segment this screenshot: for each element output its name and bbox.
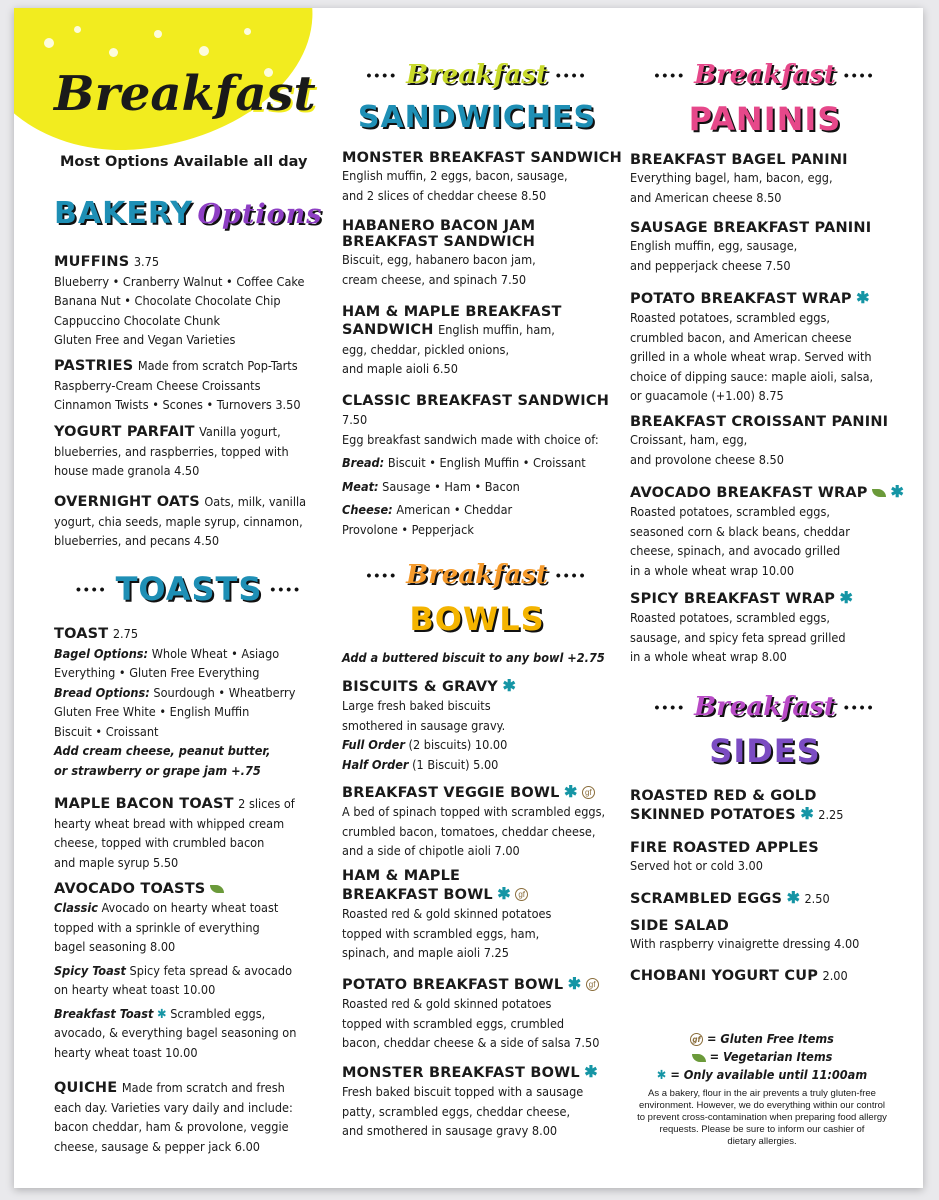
leaf-icon xyxy=(692,1054,706,1062)
bagel-options-label: Bagel Options: xyxy=(54,645,149,661)
bagel-options: Whole Wheat • Asiago xyxy=(151,645,280,661)
dots-decoration: •••• xyxy=(843,67,876,83)
habanero-sandwich-name: HABANERO BACON JAM xyxy=(342,218,536,234)
legend-morning-only: = Only available until 11:00am xyxy=(670,1067,868,1082)
muffins-desc: Cappuccino Chocolate Chunk xyxy=(54,312,221,328)
toast-price: 2.75 xyxy=(112,626,139,641)
allergy-note: dietary allergies. xyxy=(727,1136,797,1147)
dot-decoration xyxy=(154,30,162,38)
legend-vegetarian: = Vegetarian Items xyxy=(709,1049,833,1064)
asterisk-icon: ✱ xyxy=(563,784,578,801)
croissant-panini-desc: and provolone cheese 8.50 xyxy=(630,451,784,467)
pastries-name: PASTRIES xyxy=(54,358,134,374)
potato-wrap-desc: grilled in a whole wheat wrap. Served with xyxy=(630,349,872,364)
eggs-side-name: SCRAMBLED EGGS xyxy=(630,891,783,907)
sandwiches-script-row xyxy=(342,60,612,90)
sides-heading xyxy=(630,732,900,770)
ham-maple-bowl-name: BREAKFAST BOWL xyxy=(342,887,493,903)
maple-toast-desc: and maple syrup 5.50 xyxy=(54,854,179,870)
dot-decoration xyxy=(74,26,81,33)
sausage-panini-item xyxy=(630,220,910,275)
asterisk-icon: ✱ xyxy=(800,806,814,823)
avocado-wrap-desc: in a whole wheat wrap 10.00 xyxy=(630,562,795,578)
maple-toast-name: MAPLE BACON TOAST xyxy=(54,796,234,812)
yogurt-name: YOGURT PARFAIT xyxy=(54,424,195,440)
bakery-heading-script: Options xyxy=(197,199,323,230)
paninis-title: PANINIS xyxy=(688,100,842,138)
quiche-desc: cheese, sausage & pepper jack 6.00 xyxy=(54,1138,260,1154)
bowls-heading xyxy=(342,600,612,638)
meat-values: Sausage • Ham • Bacon xyxy=(382,478,520,494)
pastries-desc: Raspberry-Cream Cheese Croissants xyxy=(54,377,261,393)
avocado-wrap-desc: Roasted potatoes, scrambled eggs, xyxy=(630,504,830,519)
bowls-title: BOWLS xyxy=(409,600,545,638)
potatoes-side-name: SKINNED POTATOES xyxy=(630,807,796,823)
ham-maple-bowl-desc: spinach, and maple aioli 7.25 xyxy=(342,945,509,960)
spicy-wrap-desc: in a whole wheat wrap 8.00 xyxy=(630,649,787,664)
quiche-name: QUICHE xyxy=(54,1080,118,1096)
classic-desc: Avocado on hearty wheat toast xyxy=(101,900,279,915)
apples-side-name: FIRE ROASTED APPLES xyxy=(630,840,819,856)
bread-options: Gluten Free White • English Muffin xyxy=(54,704,250,719)
dots-decoration: •••• xyxy=(654,67,687,83)
potato-wrap-desc: Roasted potatoes, scrambled eggs, xyxy=(630,310,830,325)
classic-desc: topped with a sprinkle of everything xyxy=(54,919,260,935)
potato-wrap-desc: or guacamole (+1.00) 8.75 xyxy=(630,388,784,403)
menu-page xyxy=(14,8,923,1188)
breakfast-toast-label: Breakfast Toast xyxy=(54,1005,154,1021)
monster-sandwich-item xyxy=(342,150,622,205)
cheese-label: Cheese: xyxy=(342,502,393,517)
oats-desc: yogurt, chia seeds, maple syrup, cinnamon, xyxy=(54,513,303,529)
toast-name: TOAST xyxy=(54,626,109,642)
sides-title: SIDES xyxy=(709,732,821,770)
classic-sandwich-name: CLASSIC BREAKFAST SANDWICH xyxy=(342,393,610,409)
full-order-label: Full Order xyxy=(342,737,405,752)
monster-sandwich-desc: English muffin, 2 eggs, bacon, sausage, xyxy=(342,168,568,183)
croissant-panini-desc: Croissant, ham, egg, xyxy=(630,432,748,447)
avocado-wrap-item xyxy=(630,482,910,580)
pastries-item xyxy=(54,356,334,415)
dot-decoration xyxy=(44,38,54,48)
muffins-desc: Blueberry • Cranberry Walnut • Coffee Cake xyxy=(54,273,305,289)
oats-desc: blueberries, and pecans 4.50 xyxy=(54,533,220,548)
bread-options-label: Bread Options: xyxy=(54,684,150,700)
asterisk-icon: ✱ xyxy=(839,590,853,607)
asterisk-icon: ✱ xyxy=(157,1005,167,1021)
sandwiches-title: SANDWICHES xyxy=(357,100,597,135)
bowl-addon: Add a buttered biscuit to any bowl +2.75 xyxy=(342,650,605,665)
oats-name: OVERNIGHT OATS xyxy=(54,494,200,510)
monster-bowl-desc: and smothered in sausage gravy 8.00 xyxy=(342,1123,558,1138)
dots-decoration: •••• xyxy=(555,567,588,583)
monster-bowl-desc: Fresh baked biscuit topped with a sausage xyxy=(342,1084,584,1099)
dots-decoration: •••• xyxy=(75,581,108,597)
asterisk-icon: ✱ xyxy=(497,886,511,903)
paninis-script-row xyxy=(630,60,900,90)
ham-maple-bowl-desc: Roasted red & gold skinned potatoes xyxy=(342,906,552,921)
oats-desc: Oats, milk, vanilla xyxy=(204,494,307,509)
ham-maple-sandwich-item xyxy=(342,304,622,379)
dot-decoration xyxy=(199,46,209,56)
gluten-free-icon: gf xyxy=(690,1033,703,1046)
avocado-wrap-desc: cheese, spinach, and avocado grilled xyxy=(630,543,841,558)
classic-sandwich-desc: Egg breakfast sandwich made with choice of: xyxy=(342,431,599,447)
asterisk-icon: ✱ xyxy=(786,890,800,907)
potato-wrap-desc: crumbled bacon, and American cheese xyxy=(630,329,852,345)
bagel-panini-item xyxy=(630,152,910,207)
monster-sandwich-name: MONSTER BREAKFAST SANDWICH xyxy=(342,150,622,166)
potato-wrap-item xyxy=(630,288,910,406)
biscuits-gravy-desc: Large fresh baked biscuits xyxy=(342,698,491,713)
monster-bowl-name: MONSTER BREAKFAST BOWL xyxy=(342,1065,580,1081)
veggie-bowl-desc: crumbled bacon, tomatoes, cheddar cheese, xyxy=(342,823,596,839)
breakfast-toast-desc: avocado, & everything bagel seasoning on xyxy=(54,1025,297,1040)
asterisk-icon: ✱ xyxy=(856,290,870,307)
breakfast-toast-desc: Scrambled eggs, xyxy=(170,1005,266,1021)
spicy-label: Spicy Toast xyxy=(54,962,126,978)
bread-values: Biscuit • English Muffin • Croissant xyxy=(387,455,586,470)
muffins-desc: Banana Nut • Chocolate Chocolate Chip xyxy=(54,293,281,308)
paninis-heading xyxy=(630,100,900,138)
dot-decoration xyxy=(244,28,251,35)
potato-bowl-name: POTATO BREAKFAST BOWL xyxy=(342,977,564,993)
dots-decoration: •••• xyxy=(654,699,687,715)
potato-bowl-item xyxy=(342,974,622,1053)
avocado-wrap-name: AVOCADO BREAKFAST WRAP xyxy=(630,485,868,501)
legend xyxy=(630,1030,894,1148)
overnight-oats-item xyxy=(54,492,334,551)
bakery-heading xyxy=(54,196,334,231)
ham-maple-sandwich-desc: and maple aioli 6.50 xyxy=(342,361,458,376)
bakery-heading-block: BAKERY xyxy=(54,196,194,231)
yogurt-side-name: CHOBANI YOGURT CUP xyxy=(630,968,819,984)
habanero-sandwich-desc: Biscuit, egg, habanero bacon jam, xyxy=(342,252,536,267)
avocado-toasts-item xyxy=(54,880,334,1062)
allergy-note: requests. Please be sure to inform our cashier of xyxy=(659,1124,865,1135)
yogurt-parfait-item xyxy=(54,422,334,481)
maple-toast-desc: cheese, topped with crumbled bacon xyxy=(54,835,265,850)
sandwiches-heading xyxy=(342,100,612,135)
apples-side-item xyxy=(630,840,910,876)
potatoes-side-item xyxy=(630,788,910,825)
bowls-script-row xyxy=(342,560,612,590)
allergy-note: to prevent cross-contamination when preparing food allergy xyxy=(637,1112,887,1123)
potatoes-side-name: ROASTED RED & GOLD xyxy=(630,788,817,804)
classic-label: Classic xyxy=(54,900,98,915)
veggie-bowl-item xyxy=(342,782,622,861)
bread-label: Bread: xyxy=(342,455,385,470)
muffins-name: MUFFINS xyxy=(54,254,130,270)
ham-maple-bowl-desc: topped with scrambled eggs, ham, xyxy=(342,925,540,941)
toast-addon: Add cream cheese, peanut butter, xyxy=(54,743,271,758)
eggs-side-item xyxy=(630,888,910,909)
gluten-free-icon: gf xyxy=(582,786,595,799)
bagel-panini-desc: Everything bagel, ham, bacon, egg, xyxy=(630,170,833,185)
toasts-title: TOASTS xyxy=(115,570,263,608)
bread-options: Biscuit • Croissant xyxy=(54,723,159,739)
croissant-panini-name: BREAKFAST CROISSANT PANINI xyxy=(630,414,889,430)
sides-script: Breakfast xyxy=(694,692,836,722)
potato-bowl-desc: bacon, cheddar cheese & a side of salsa 7.50 xyxy=(342,1035,600,1050)
quiche-desc: bacon cheddar, ham & provolone, veggie xyxy=(54,1119,289,1134)
sandwiches-script: Breakfast xyxy=(406,60,548,90)
bowls-script: Breakfast xyxy=(406,560,548,590)
dots-decoration: •••• xyxy=(555,67,588,83)
habanero-sandwich-desc: cream cheese, and spinach 7.50 xyxy=(342,271,527,287)
yogurt-side-item xyxy=(630,966,910,986)
maple-bacon-toast-item xyxy=(54,794,334,872)
muffins-item xyxy=(54,252,334,350)
ham-maple-sandwich-desc: egg, cheddar, pickled onions, xyxy=(342,341,510,357)
yogurt-desc: Vanilla yogurt, xyxy=(199,424,281,439)
cheese-values: Provolone • Pepperjack xyxy=(342,521,474,537)
cheese-values: American • Cheddar xyxy=(396,502,513,517)
toast-item xyxy=(54,624,334,780)
half-order-price: (1 Biscuit) 5.00 xyxy=(412,756,499,772)
dots-decoration: •••• xyxy=(270,581,303,597)
veggie-bowl-desc: A bed of spinach topped with scrambled eggs, xyxy=(342,804,606,819)
dot-decoration xyxy=(109,48,118,57)
allergy-note: environment. However, we do everything within our control xyxy=(638,1100,886,1111)
yogurt-desc: blueberries, and raspberries, topped with xyxy=(54,443,289,459)
toasts-heading xyxy=(54,570,324,608)
spicy-wrap-item xyxy=(630,588,910,667)
paninis-script: Breakfast xyxy=(694,60,836,90)
quiche-item xyxy=(54,1078,334,1156)
ham-maple-bowl-item xyxy=(342,868,622,963)
veggie-bowl-name: BREAKFAST VEGGIE BOWL xyxy=(342,785,560,801)
breakfast-toast-desc: hearty wheat toast 10.00 xyxy=(54,1044,198,1060)
dots-decoration: •••• xyxy=(366,567,399,583)
leaf-icon xyxy=(872,489,886,497)
pastries-desc: Cinnamon Twists • Scones • Turnovers 3.50 xyxy=(54,397,301,412)
salad-side-item xyxy=(630,918,910,954)
spicy-wrap-name: SPICY BREAKFAST WRAP xyxy=(630,591,836,607)
biscuits-gravy-item xyxy=(342,676,622,774)
yogurt-desc: house made granola 4.50 xyxy=(54,463,200,478)
page-title: Breakfast xyxy=(54,66,316,122)
avocado-wrap-desc: seasoned corn & black beans, cheddar xyxy=(630,523,850,539)
avocado-toasts-name: AVOCADO TOASTS xyxy=(54,881,206,897)
asterisk-icon: ✱ xyxy=(502,678,516,695)
gluten-free-icon: gf xyxy=(515,888,528,901)
toast-addon: or strawberry or grape jam +.75 xyxy=(54,762,261,778)
bagel-options: Everything • Gluten Free Everything xyxy=(54,665,260,680)
spicy-wrap-desc: sausage, and spicy feta spread grilled xyxy=(630,629,846,645)
maple-toast-desc: 2 slices of xyxy=(238,796,295,811)
monster-bowl-desc: patty, scrambled eggs, cheddar cheese, xyxy=(342,1103,571,1119)
potato-bowl-desc: Roasted red & gold skinned potatoes xyxy=(342,996,552,1011)
bread-options: Sourdough • Wheatberry xyxy=(153,684,296,700)
sausage-panini-desc: English muffin, egg, sausage, xyxy=(630,238,798,253)
classic-sandwich-item xyxy=(342,392,622,539)
asterisk-icon: ✱ xyxy=(890,484,904,501)
maple-toast-desc: hearty wheat bread with whipped cream xyxy=(54,815,285,831)
legend-gluten-free: = Gluten Free Items xyxy=(707,1031,834,1046)
spicy-desc: on hearty wheat toast 10.00 xyxy=(54,982,216,997)
meat-label: Meat: xyxy=(342,478,379,494)
asterisk-icon: ✱ xyxy=(656,1067,667,1082)
yogurt-side-price: 2.00 xyxy=(822,968,848,983)
spicy-desc: Spicy feta spread & avocado xyxy=(129,962,292,978)
gluten-free-icon: gf xyxy=(586,978,599,991)
spicy-wrap-desc: Roasted potatoes, scrambled eggs, xyxy=(630,610,830,625)
biscuits-gravy-name: BISCUITS & GRAVY xyxy=(342,679,499,695)
sausage-panini-desc: and pepperjack cheese 7.50 xyxy=(630,257,791,273)
bagel-panini-desc: and American cheese 8.50 xyxy=(630,189,782,205)
potatoes-side-price: 2.25 xyxy=(818,807,844,822)
ham-maple-sandwich-name: HAM & MAPLE BREAKFAST xyxy=(342,304,562,320)
dots-decoration: •••• xyxy=(366,67,399,83)
croissant-panini-item xyxy=(630,414,910,469)
potato-wrap-name: POTATO BREAKFAST WRAP xyxy=(630,291,852,307)
apples-side-desc: Served hot or cold 3.00 xyxy=(630,858,763,873)
quiche-desc: Made from scratch and fresh xyxy=(121,1080,285,1095)
eggs-side-price: 2.50 xyxy=(804,891,830,906)
pastries-desc: Made from scratch Pop-Tarts xyxy=(137,358,298,373)
sausage-panini-name: SAUSAGE BREAKFAST PANINI xyxy=(630,220,872,236)
salad-side-desc: With raspberry vinaigrette dressing 4.00 xyxy=(630,936,860,951)
habanero-sandwich-name: BREAKFAST SANDWICH xyxy=(342,234,536,250)
habanero-sandwich-item xyxy=(342,218,622,289)
classic-desc: bagel seasoning 8.00 xyxy=(54,939,176,954)
muffins-desc: Gluten Free and Vegan Varieties xyxy=(54,332,236,347)
veggie-bowl-desc: and a side of chipotle aioli 7.00 xyxy=(342,843,520,858)
ham-maple-sandwich-name: SANDWICH xyxy=(342,322,434,338)
potato-wrap-desc: choice of dipping sauce: maple aioli, salsa, xyxy=(630,368,874,384)
monster-sandwich-desc: and 2 slices of cheddar cheese 8.50 xyxy=(342,187,547,203)
bagel-panini-name: BREAKFAST BAGEL PANINI xyxy=(630,152,848,168)
potato-bowl-desc: topped with scrambled eggs, crumbled xyxy=(342,1015,565,1031)
leaf-icon xyxy=(210,885,224,893)
page-subtitle: Most Options Available all day xyxy=(60,154,308,170)
monster-bowl-item xyxy=(342,1062,622,1141)
biscuits-gravy-desc: smothered in sausage gravy. xyxy=(342,717,506,733)
salad-side-name: SIDE SALAD xyxy=(630,918,729,934)
ham-maple-bowl-name: HAM & MAPLE xyxy=(342,868,461,884)
asterisk-icon: ✱ xyxy=(584,1064,598,1081)
muffins-price: 3.75 xyxy=(133,254,160,269)
classic-sandwich-price: 7.50 xyxy=(342,412,368,427)
dots-decoration: •••• xyxy=(843,699,876,715)
half-order-label: Half Order xyxy=(342,756,409,772)
quiche-desc: each day. Varieties vary daily and include: xyxy=(54,1099,293,1115)
allergy-note: As a bakery, flour in the air prevents a truly gluten-free xyxy=(648,1088,876,1099)
ham-maple-sandwich-desc: English muffin, ham, xyxy=(438,322,555,337)
asterisk-icon: ✱ xyxy=(567,976,582,993)
full-order-price: (2 biscuits) 10.00 xyxy=(408,737,508,752)
sides-script-row xyxy=(630,692,900,722)
